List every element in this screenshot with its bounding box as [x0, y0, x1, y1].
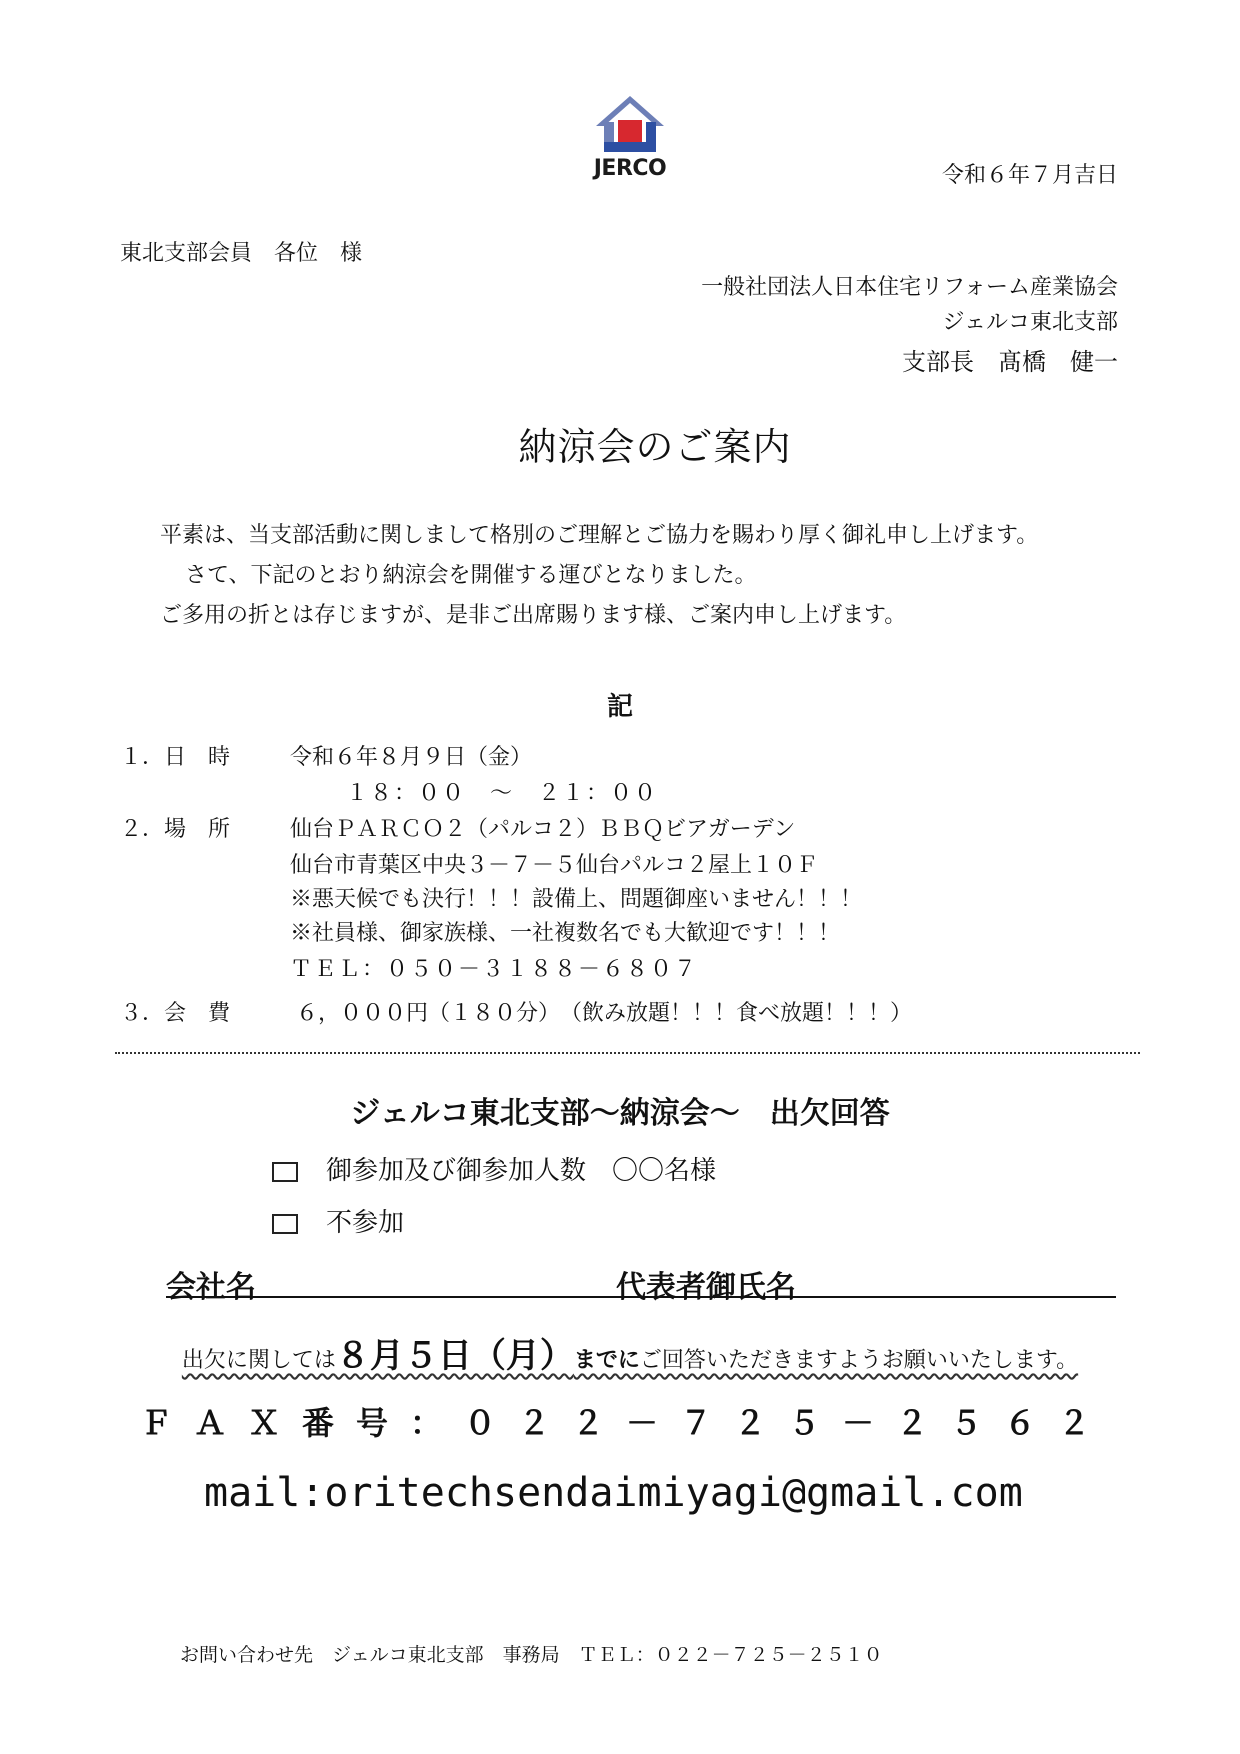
item-place-address: 仙台市青葉区中央３－７－５仙台パルコ２屋上１０Ｆ [290, 853, 819, 878]
item-place-note-weather: ※悪天候でも決行！！！設備上、問題御座いません！！！ [290, 887, 863, 912]
item-place-venue: 仙台ＰＡＲＣＯ２（パルコ２）ＢＢＱビアガーデン [290, 817, 796, 842]
reply-deadline [0, 1328, 1240, 1377]
contact-email[interactable]: mail:oritechsendaimiyagi@gmail.com [204, 1470, 1023, 1516]
item-place-note-welcome: ※社員様、御家族様、一社複数名でも大歓迎です！！！ [290, 921, 841, 946]
attend-checkbox[interactable] [272, 1162, 298, 1182]
item-datetime-time: １８：００ ～ ２１：００ [346, 781, 659, 806]
attend-option[interactable] [272, 1150, 716, 1187]
item-datetime-date: 令和６年８月９日（金） [290, 745, 533, 770]
document-title: 納涼会のご案内 [518, 425, 792, 469]
jerco-logo [588, 92, 672, 184]
logo-text: JERCO [593, 156, 667, 181]
rsvp-title: ジェルコ東北支部～納涼会～ 出欠回答 [350, 1096, 890, 1131]
deadline-date: ８月５日（月） [335, 1336, 574, 1376]
item-fee-value: ６，０００円（１８０分） （飲み放題！！！食べ放題！！！） [296, 1001, 913, 1026]
sender-branch: ジェルコ東北支部 [942, 310, 1118, 335]
addressee: 東北支部会員 各位 様 [120, 241, 363, 266]
name-write-in-line[interactable] [166, 1296, 1116, 1298]
deadline-suffix: ご回答いただきますようお願いいたします。 [639, 1348, 1079, 1373]
company-name-field-label: 会社名 [166, 1270, 256, 1305]
sender-head: 支部長 髙橋 健一 [902, 348, 1118, 376]
deadline-prefix: 出欠に関しては [181, 1348, 336, 1373]
item-datetime-label: １．日 時 [120, 745, 231, 770]
absent-option[interactable] [272, 1202, 404, 1239]
ki-heading: 記 [606, 692, 633, 722]
fax-number: ＦＡＸ番号：０２２－７２５－２５６２ [140, 1404, 1113, 1442]
absent-checkbox[interactable] [272, 1214, 298, 1234]
issue-date: 令和６年７月吉日 [941, 163, 1118, 188]
body-paragraph-2: さて、下記のとおり納涼会を開催する運びとなりました。 [185, 563, 757, 588]
cut-line-divider [115, 1052, 1140, 1054]
absent-label: 不参加 [326, 1208, 405, 1238]
item-place-tel: ＴＥＬ：０５０－３１８８－６８０７ [290, 957, 699, 982]
house-logo-icon [588, 92, 672, 156]
deadline-made-ni: までに [573, 1348, 640, 1373]
attend-label: 御参加及び御参加人数 〇〇名様 [326, 1156, 717, 1186]
item-fee-label: ３．会 費 [120, 1001, 231, 1026]
body-paragraph-3: ご多用の折とは存じますが、是非ご出席賜ります様、ご案内申し上げます。 [160, 603, 907, 628]
representative-name-field-label: 代表者御氏名 [616, 1270, 796, 1305]
sender-organization: 一般社団法人日本住宅リフォーム産業協会 [701, 275, 1118, 300]
body-paragraph-1: 平素は、当支部活動に関しまして格別のご理解とご協力を賜わり厚く御礼申し上げます。 [160, 523, 1039, 548]
contact-footer: お問い合わせ先 ジェルコ東北支部 事務局 ＴＥＬ：０２２－７２５－２５１０ [180, 1644, 883, 1666]
item-place-label: ２．場 所 [120, 817, 231, 842]
